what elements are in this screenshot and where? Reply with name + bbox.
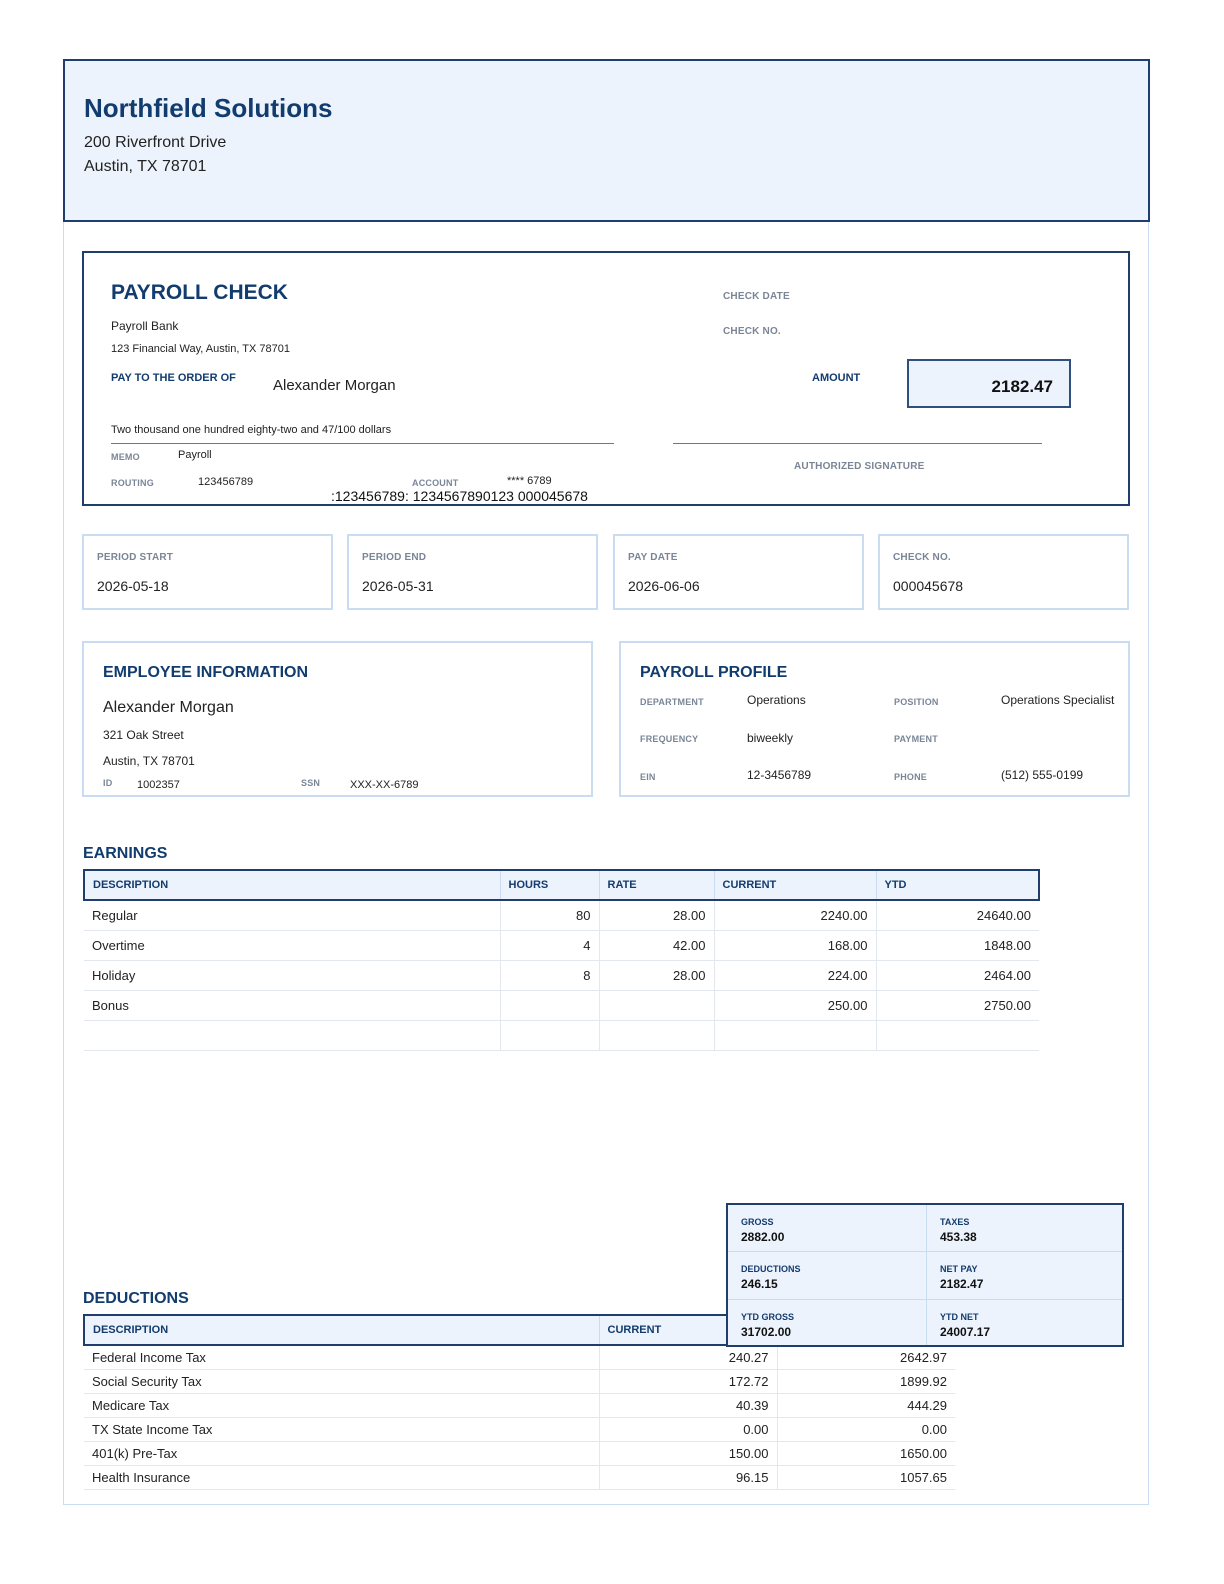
earning-ytd: 1848.00	[876, 931, 1039, 961]
employee-street: 321 Oak Street	[103, 728, 184, 742]
earning-description: Regular	[84, 900, 500, 931]
profile-title: PAYROLL PROFILE	[640, 664, 788, 681]
deduction-description: Medicare Tax	[84, 1394, 599, 1418]
deduction-current: 240.27	[599, 1345, 777, 1370]
amount-box	[907, 359, 1071, 408]
earning-hours: 80	[500, 900, 599, 931]
earning-hours: 8	[500, 961, 599, 991]
routing-label: ROUTING	[111, 478, 154, 488]
earning-hours	[500, 991, 599, 1021]
employee-ssn-value: XXX-XX-6789	[350, 779, 419, 791]
payee-name: Alexander Morgan	[273, 377, 396, 394]
summary-deductions	[728, 1252, 926, 1300]
company-name: Northfield Solutions	[84, 93, 333, 123]
check-no-card-label: CHECK NO.	[893, 552, 951, 563]
earning-description: Bonus	[84, 991, 500, 1021]
gross-value: 2882.00	[741, 1230, 785, 1244]
account-value: **** 6789	[507, 475, 552, 487]
deductions-total-label: DEDUCTIONS	[741, 1264, 801, 1274]
bank-name: Payroll Bank	[111, 319, 179, 333]
earnings-col-ytd: YTD	[876, 870, 1039, 900]
deductions-total-value: 246.15	[741, 1277, 778, 1291]
amount-label: AMOUNT	[812, 372, 861, 384]
table-row	[84, 1466, 955, 1490]
pay-date-card	[613, 534, 864, 610]
summary-net-pay	[926, 1252, 1122, 1300]
deduction-ytd: 2642.97	[777, 1345, 955, 1370]
micr-line: :123456789: 1234567890123 000045678	[331, 488, 588, 504]
earnings-header-row	[84, 870, 1039, 900]
earning-ytd: 2750.00	[876, 991, 1039, 1021]
table-row	[84, 931, 1039, 961]
ytd-net-value: 24007.17	[940, 1325, 991, 1339]
earning-description	[84, 1021, 500, 1051]
taxes-value: 453.38	[940, 1230, 977, 1244]
table-row	[84, 991, 1039, 1021]
deduction-description: TX State Income Tax	[84, 1418, 599, 1442]
employee-panel	[82, 641, 593, 797]
company-header	[63, 59, 1150, 222]
phone-value: (512) 555-0199	[1001, 768, 1084, 782]
department-label: DEPARTMENT	[640, 697, 704, 707]
deduction-description: Social Security Tax	[84, 1370, 599, 1394]
deduction-ytd: 1057.65	[777, 1466, 955, 1490]
memo-value: Payroll	[178, 449, 212, 461]
routing-value: 123456789	[198, 476, 254, 488]
position-label: POSITION	[894, 697, 939, 707]
net-pay-label: NET PAY	[940, 1264, 978, 1274]
earnings-col-hours: HOURS	[500, 870, 599, 900]
earning-current: 250.00	[714, 991, 876, 1021]
deductions-col-current: CURRENT	[599, 1315, 777, 1345]
summary-taxes	[926, 1205, 1122, 1252]
department-value: Operations	[747, 693, 806, 707]
earnings-col-current: CURRENT	[714, 870, 876, 900]
earning-description: Overtime	[84, 931, 500, 961]
bank-address: 123 Financial Way, Austin, TX 78701	[111, 343, 290, 355]
period-end-value: 2026-05-31	[362, 578, 434, 594]
deduction-ytd: 444.29	[777, 1394, 955, 1418]
payment-label: PAYMENT	[894, 734, 938, 744]
pay-summary	[726, 1203, 1124, 1347]
check-date-label: CHECK DATE	[723, 291, 790, 302]
ytd-gross-label: YTD GROSS	[741, 1312, 795, 1322]
summary-ytd-gross	[728, 1300, 926, 1345]
table-row	[84, 1418, 955, 1442]
employee-name: Alexander Morgan	[103, 699, 234, 716]
deduction-description: Health Insurance	[84, 1466, 599, 1490]
deductions-title: DEDUCTIONS	[83, 1290, 189, 1307]
deduction-current: 96.15	[599, 1466, 777, 1490]
table-row	[84, 900, 1039, 931]
earning-rate	[599, 1021, 714, 1051]
phone-label: PHONE	[894, 772, 928, 782]
earning-current: 168.00	[714, 931, 876, 961]
deduction-ytd: 1650.00	[777, 1442, 955, 1466]
table-row	[84, 961, 1039, 991]
ytd-net-label: YTD NET	[940, 1312, 979, 1322]
earning-rate: 28.00	[599, 961, 714, 991]
earning-hours	[500, 1021, 599, 1051]
period-start-label: PERIOD START	[97, 552, 174, 563]
employee-city: Austin, TX 78701	[103, 754, 195, 768]
deduction-current: 150.00	[599, 1442, 777, 1466]
pay-date-value: 2026-06-06	[628, 578, 700, 594]
earning-hours: 4	[500, 931, 599, 961]
company-address-line1: 200 Riverfront Drive	[84, 134, 227, 151]
ein-label: EIN	[640, 772, 656, 782]
earnings-col-rate: RATE	[599, 870, 714, 900]
signature-line	[673, 443, 1042, 444]
table-row	[84, 1021, 1039, 1051]
position-value: Operations Specialist	[1001, 693, 1115, 707]
pay-to-label: PAY TO THE ORDER OF	[111, 372, 236, 384]
gross-label: GROSS	[741, 1217, 774, 1227]
earning-rate: 28.00	[599, 900, 714, 931]
deduction-current: 0.00	[599, 1418, 777, 1442]
check-no-label: CHECK NO.	[723, 326, 781, 337]
earning-ytd	[876, 1021, 1039, 1051]
check-title: PAYROLL CHECK	[111, 281, 288, 304]
account-label: ACCOUNT	[412, 478, 459, 488]
table-row	[84, 1394, 955, 1418]
deduction-ytd: 1899.92	[777, 1370, 955, 1394]
earning-current	[714, 1021, 876, 1051]
summary-gross	[728, 1205, 926, 1252]
net-pay-value: 2182.47	[940, 1277, 984, 1291]
earning-ytd: 24640.00	[876, 900, 1039, 931]
table-row	[84, 1345, 955, 1370]
payroll-profile-panel	[619, 641, 1130, 797]
employee-id-value: 1002357	[137, 779, 180, 791]
deduction-description: 401(k) Pre-Tax	[84, 1442, 599, 1466]
earning-ytd: 2464.00	[876, 961, 1039, 991]
earnings-col-description: DESCRIPTION	[84, 870, 500, 900]
amount-value: 2182.47	[991, 377, 1053, 396]
amount-words: Two thousand one hundred eighty-two and 47/100 dollars	[111, 424, 392, 436]
frequency-label: FREQUENCY	[640, 734, 699, 744]
employee-ssn-label: SSN	[301, 778, 321, 788]
earning-current: 224.00	[714, 961, 876, 991]
earning-current: 2240.00	[714, 900, 876, 931]
earnings-title: EARNINGS	[83, 845, 168, 862]
earnings-table	[83, 869, 1040, 1051]
deduction-current: 40.39	[599, 1394, 777, 1418]
company-address-line2: Austin, TX 78701	[84, 158, 207, 175]
ein-value: 12-3456789	[747, 768, 812, 782]
check-no-card-value: 000045678	[893, 578, 964, 594]
deduction-description: Federal Income Tax	[84, 1345, 599, 1370]
summary-ytd-net	[926, 1300, 1122, 1345]
signature-label: AUTHORIZED SIGNATURE	[794, 461, 925, 472]
ytd-gross-value: 31702.00	[741, 1325, 792, 1339]
period-end-card	[347, 534, 598, 610]
check-no-card	[878, 534, 1129, 610]
memo-label: MEMO	[111, 452, 140, 462]
deduction-current: 172.72	[599, 1370, 777, 1394]
deduction-ytd: 0.00	[777, 1418, 955, 1442]
period-start-card	[82, 534, 333, 610]
frequency-value: biweekly	[747, 731, 794, 745]
pay-date-label: PAY DATE	[628, 552, 678, 563]
amount-words-line	[111, 443, 614, 444]
employee-id-label: ID	[103, 778, 113, 788]
table-row	[84, 1442, 955, 1466]
earning-description: Holiday	[84, 961, 500, 991]
period-start-value: 2026-05-18	[97, 578, 169, 594]
deductions-col-description: DESCRIPTION	[84, 1315, 599, 1345]
period-end-label: PERIOD END	[362, 552, 427, 563]
employee-title: EMPLOYEE INFORMATION	[103, 664, 309, 681]
table-row	[84, 1370, 955, 1394]
earning-rate: 42.00	[599, 931, 714, 961]
earning-rate	[599, 991, 714, 1021]
taxes-label: TAXES	[940, 1217, 970, 1227]
payroll-check	[82, 251, 1130, 506]
